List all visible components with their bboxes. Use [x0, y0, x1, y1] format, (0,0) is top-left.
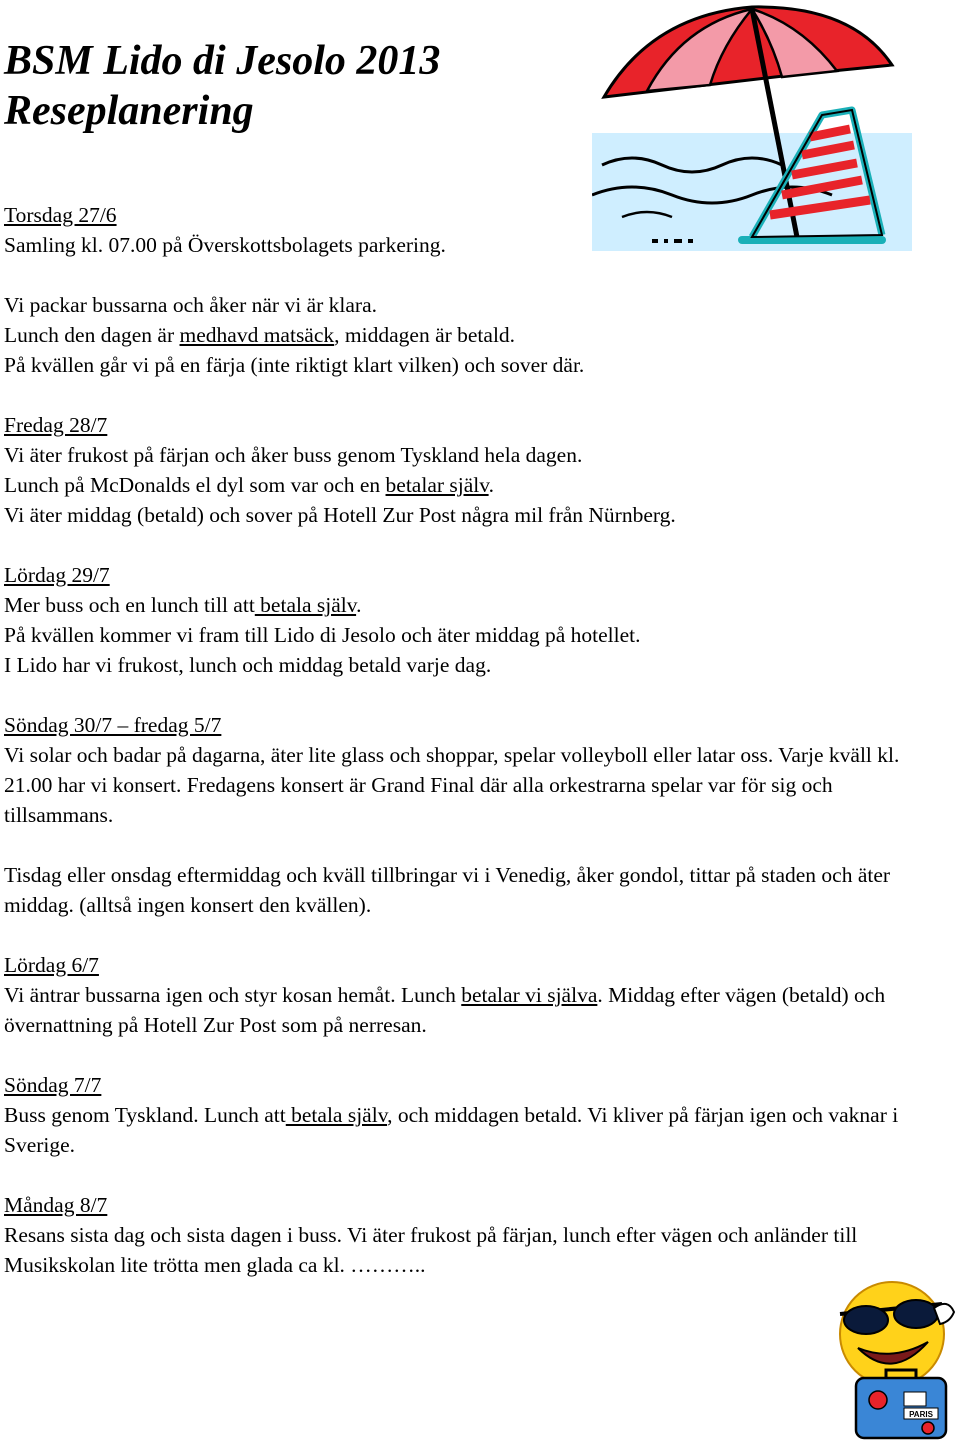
text-run: Lunch den dagen är [4, 323, 180, 347]
paragraph-line: Samling kl. 07.00 på Överskottsbolagets parkering. [4, 233, 446, 257]
paragraph-line: Vi packar bussarna och åker när vi är klara. [4, 293, 377, 317]
document-body [4, 200, 904, 1310]
text-run: Lunch på McDonalds el dyl som var och en [4, 473, 386, 497]
text-run: Mer buss och en lunch till att [4, 593, 255, 617]
paragraph-line: På kvällen går vi på en färja (inte riktigt klart vilken) och sover där. [4, 353, 585, 377]
text-run: , och middagen betald. Vi kliver på färjan igen och vaknar i Sverige. [4, 1103, 899, 1157]
section-torsdag [4, 200, 904, 260]
underlined-text: medhavd matsäck [179, 323, 335, 347]
paragraph-text: Resans sista dag och sista dagen i buss. Vi äter frukost på färjan, lunch efter vägen och anländer till Musikskolan lite trötta men glada ca kl. ……….. [4, 1223, 858, 1277]
paragraph-text [4, 1100, 904, 1160]
paragraph-line [4, 590, 904, 620]
document-title [4, 36, 440, 136]
day-heading: Måndag 8/7 [4, 1193, 108, 1217]
section-lordag-29 [4, 560, 904, 680]
section-tisdag [4, 860, 904, 920]
section-fredag [4, 410, 904, 530]
text-run: . [488, 473, 494, 497]
text-run: Vi äntrar bussarna igen och styr kosan hemåt. Lunch [4, 983, 462, 1007]
section-sondag-30 [4, 710, 904, 830]
text-run: Buss genom Tyskland. Lunch att [4, 1103, 286, 1127]
section-packar [4, 290, 904, 380]
smiley-suitcase-illustration [830, 1278, 960, 1444]
text-run: . [356, 593, 362, 617]
section-sondag-7 [4, 1070, 904, 1160]
day-heading: Fredag 28/7 [4, 413, 108, 437]
underlined-text: betalar vi själva [461, 983, 598, 1007]
day-heading: Torsdag 27/6 [4, 203, 117, 227]
section-lordag-6 [4, 950, 904, 1040]
day-heading: Söndag 30/7 – fredag 5/7 [4, 713, 222, 737]
day-heading: Lördag 6/7 [4, 953, 99, 977]
paragraph-text: Tisdag eller onsdag eftermiddag och kväll tillbringar vi i Venedig, åker gondol, tittar på staden och äter middag. (alltså ingen konsert den kvällen). [4, 863, 891, 917]
day-heading: Lördag 29/7 [4, 563, 110, 587]
paragraph-line [4, 470, 904, 500]
paragraph-line: På kvällen kommer vi fram till Lido di Jesolo och äter middag på hotellet. [4, 623, 641, 647]
paragraph-text: Vi solar och badar på dagarna, äter lite glass och shoppar, spelar volleyboll eller latar oss. Varje kväll kl. 21.00 har vi konsert. Fredagens konsert är Grand Final där alla orkestrarna spelar var för sig och tillsammans. [4, 743, 900, 827]
paragraph-text [4, 980, 904, 1040]
paragraph-line: I Lido har vi frukost, lunch och middag betald varje dag. [4, 653, 492, 677]
title-line-2: Reseplanering [4, 88, 254, 134]
paragraph-line [4, 320, 904, 350]
underlined-text: betala själv [285, 1103, 388, 1127]
underlined-text: betala själv [254, 593, 357, 617]
text-run: , middagen är betald. [334, 323, 516, 347]
text-run: . Middag efter vägen (betald) och övernattning på Hotell Zur Post som på nerresan. [4, 983, 886, 1037]
title-line-1: BSM Lido di Jesolo 2013 [4, 38, 441, 84]
underlined-text: betalar själv [385, 473, 489, 497]
paragraph-line: Vi äter middag (betald) och sover på Hotell Zur Post några mil från Nürnberg. [4, 503, 676, 527]
suitcase-label-text: PARIS [909, 1410, 933, 1419]
section-mandag [4, 1190, 904, 1280]
day-heading: Söndag 7/7 [4, 1073, 102, 1097]
paragraph-line: Vi äter frukost på färjan och åker buss genom Tyskland hela dagen. [4, 443, 583, 467]
